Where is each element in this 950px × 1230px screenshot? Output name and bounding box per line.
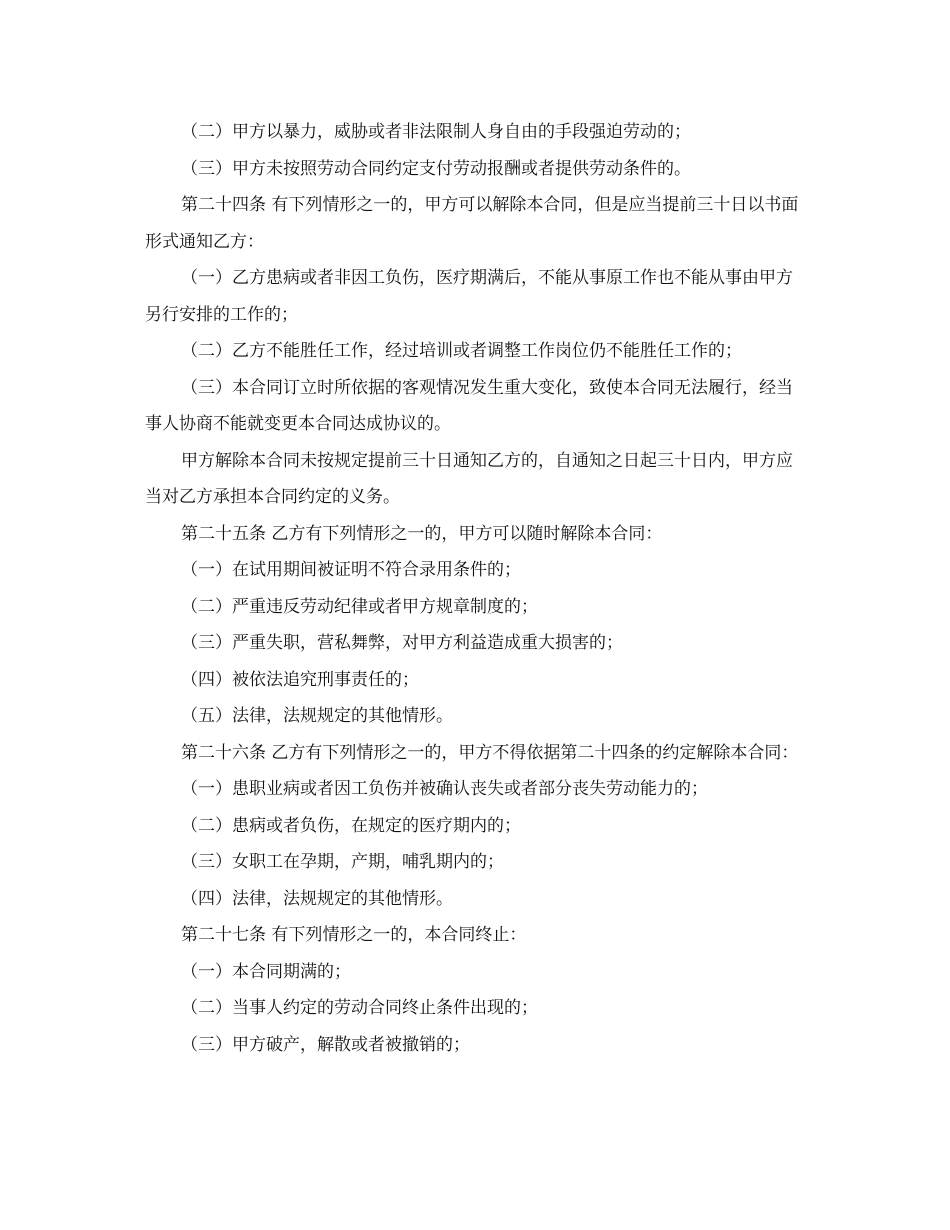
paragraph: （四）法律，法规规定的其他情形。	[181, 888, 453, 909]
paragraph: （二）患病或者负伤，在规定的医疗期内的；	[181, 815, 521, 836]
article-27-heading: 第二十七条 有下列情形之一的，本合同终止：	[181, 925, 527, 945]
article-25-heading: 第二十五条 乙方有下列情形之一的，甲方可以随时解除本合同：	[181, 523, 663, 544]
paragraph: 甲方解除本合同未按规定提前三十日通知乙方的，自通知之日起三十日内，甲方应当对乙方承担本合同约定的义务。	[145, 450, 793, 507]
paragraph: （三）甲方破产，解散或者被撤销的；	[181, 1034, 470, 1055]
paragraph: （二）甲方以暴力，威胁或者非法限制人身自由的手段强迫劳动的；	[181, 122, 691, 142]
paragraph: （三）本合同订立时所依据的客观情况发生重大变化，致使本合同无法履行，经当事人协商不能就变更本合同达成协议的。	[145, 377, 793, 434]
paragraph: （三）严重失职，营私舞弊，对甲方利益造成重大损害的；	[181, 633, 623, 653]
document-body	[145, 114, 805, 1063]
paragraph: （一）在试用期间被证明不符合录用条件的；	[181, 560, 521, 580]
paragraph: （一）患职业病或者因工负伤并被确认丧失或者部分丧失劳动能力的；	[181, 779, 708, 799]
article-24-heading: 第二十四条 有下列情形之一的，甲方可以解除本合同，但是应当提前三十日以书面形式通知乙方：	[145, 195, 799, 252]
paragraph: （一）乙方患病或者非因工负伤，医疗期满后，不能从事原工作也不能从事由甲方另行安排的工作的；	[145, 268, 793, 325]
paragraph: （二）当事人约定的劳动合同终止条件出现的；	[181, 998, 538, 1018]
article-26-heading: 第二十六条 乙方有下列情形之一的，甲方不得依据第二十四条的约定解除本合同：	[181, 742, 799, 763]
paragraph: （二）严重违反劳动纪律或者甲方规章制度的；	[181, 596, 538, 617]
paragraph: （二）乙方不能胜任工作，经过培训或者调整工作岗位仍不能胜任工作的；	[181, 341, 742, 361]
paragraph: （四）被依法追究刑事责任的；	[181, 669, 419, 690]
paragraph: （三）甲方未按照劳动合同约定支付劳动报酬或者提供劳动条件的。	[181, 158, 691, 179]
paragraph: （五）法律，法规规定的其他情形。	[181, 706, 453, 726]
paragraph: （三）女职工在孕期，产期，哺乳期内的；	[181, 852, 504, 872]
paragraph: （一）本合同期满的；	[181, 961, 351, 982]
